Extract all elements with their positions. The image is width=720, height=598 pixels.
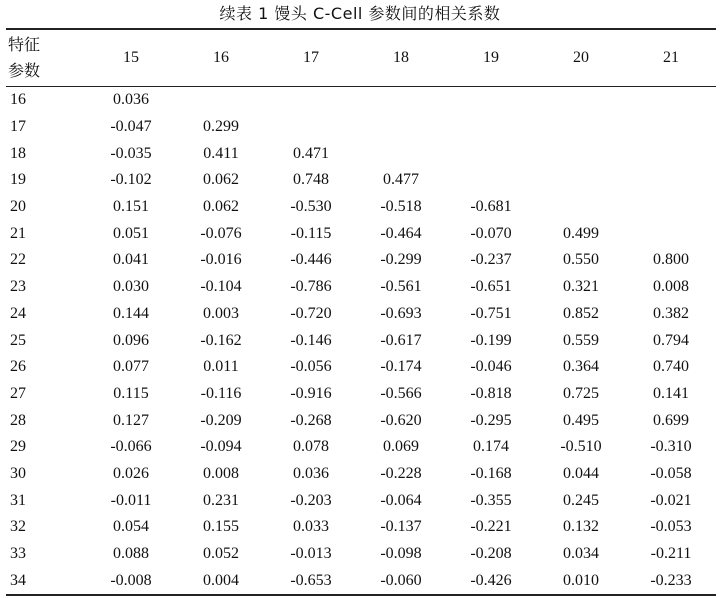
table-cell: [446, 87, 536, 114]
table-cell: -0.011: [110, 491, 152, 509]
table-cell: [536, 140, 626, 167]
corner-label-line1: 特征: [8, 35, 41, 54]
table-cell: -0.446: [290, 251, 332, 269]
table-cell: -0.058: [650, 464, 692, 482]
table-cell: -0.651: [470, 278, 512, 296]
table-cell: -0.355: [470, 491, 512, 509]
table-cell: -0.064: [380, 491, 422, 509]
table-cell: 0.550: [563, 251, 599, 269]
table-cell: -0.299: [380, 251, 422, 269]
table-cell: [446, 167, 536, 194]
table-cell: -0.008: [110, 571, 152, 589]
table-cell: 0.051: [113, 224, 149, 242]
table-cell: 0.115: [113, 384, 149, 402]
column-header: 16: [213, 49, 229, 66]
table-cell: -0.681: [470, 198, 512, 216]
table-caption: 续表 1 馒头 C-Cell 参数间的相关系数: [219, 4, 501, 23]
table-cell: 0.041: [113, 251, 149, 269]
table-cell: 0.034: [563, 545, 599, 563]
table-cell: 0.062: [203, 198, 239, 216]
table-cell: [356, 140, 446, 167]
column-header: 15: [123, 49, 139, 66]
table-header: [6, 29, 716, 87]
table-cell: 0.151: [113, 198, 149, 216]
table-row: [6, 407, 716, 434]
table-body: [6, 87, 716, 596]
table-cell: 0.036: [113, 91, 149, 109]
row-label: 29: [10, 438, 26, 456]
table-cell: -0.268: [290, 411, 332, 429]
table-cell: -0.617: [380, 331, 422, 349]
table-cell: -0.076: [200, 224, 242, 242]
table-cell: -0.060: [380, 571, 422, 589]
table-cell: 0.155: [203, 518, 239, 536]
table-row: [6, 434, 716, 461]
table-cell: [446, 114, 536, 141]
table-cell: 0.364: [563, 358, 599, 376]
table-cell: 0.052: [203, 545, 239, 563]
table-cell: [626, 140, 716, 167]
table-cell: -0.056: [290, 358, 332, 376]
table-cell: 0.471: [293, 144, 329, 162]
table-row: [6, 487, 716, 514]
table-cell: 0.321: [563, 278, 599, 296]
table-cell: 0.382: [653, 304, 689, 322]
table-cell: 0.174: [473, 438, 509, 456]
table-cell: -0.916: [290, 384, 332, 402]
table-row: [6, 567, 716, 595]
table-cell: -0.818: [470, 384, 512, 402]
table-cell: -0.162: [200, 331, 242, 349]
table-cell: -0.464: [380, 224, 422, 242]
table-cell: 0.077: [113, 358, 149, 376]
table-cell: 0.008: [203, 464, 239, 482]
table-cell: -0.233: [650, 571, 692, 589]
table-cell: 0.499: [563, 224, 599, 242]
table-cell: -0.693: [380, 304, 422, 322]
table-cell: -0.070: [470, 224, 512, 242]
table-cell: [266, 87, 356, 114]
table-cell: [536, 167, 626, 194]
table-cell: 0.141: [653, 384, 689, 402]
row-label: 16: [10, 91, 26, 109]
table-row: [6, 514, 716, 541]
table-cell: -0.510: [560, 438, 602, 456]
table-cell: 0.096: [113, 331, 149, 349]
table-cell: [356, 114, 446, 141]
row-label: 31: [10, 491, 26, 509]
table-cell: 0.699: [653, 411, 689, 429]
table-cell: 0.004: [203, 571, 239, 589]
table-cell: 0.794: [653, 331, 689, 349]
table-cell: 0.010: [563, 571, 599, 589]
table-row: [6, 461, 716, 488]
table-cell: -0.426: [470, 571, 512, 589]
correlation-table: [6, 28, 716, 596]
row-label: 22: [10, 251, 26, 269]
table-cell: -0.786: [290, 278, 332, 296]
corner-label: [6, 29, 86, 87]
table-cell: [536, 114, 626, 141]
table-cell: -0.016: [200, 251, 242, 269]
row-label: 28: [10, 411, 26, 429]
table-cell: [176, 87, 266, 114]
table-cell: 0.088: [113, 545, 149, 563]
table-row: [6, 381, 716, 408]
table-row: [6, 194, 716, 221]
header-row: [6, 29, 716, 87]
table-row: [6, 87, 716, 114]
table-cell: -0.221: [470, 518, 512, 536]
table-cell: -0.137: [380, 518, 422, 536]
table-cell: -0.209: [200, 411, 242, 429]
table-cell: 0.062: [203, 171, 239, 189]
row-label: 24: [10, 304, 26, 322]
table-cell: 0.299: [203, 118, 239, 136]
table-cell: [446, 140, 536, 167]
table-cell: 0.078: [293, 438, 329, 456]
table-cell: -0.021: [650, 491, 692, 509]
table-cell: -0.168: [470, 464, 512, 482]
table-cell: -0.566: [380, 384, 422, 402]
table-cell: -0.046: [470, 358, 512, 376]
table-cell: 0.069: [383, 438, 419, 456]
table-row: [6, 247, 716, 274]
row-label: 18: [10, 144, 26, 162]
column-header: 20: [573, 49, 589, 66]
table-row: [6, 114, 716, 141]
table-row: [6, 354, 716, 381]
table-cell: -0.620: [380, 411, 422, 429]
table-cell: 0.725: [563, 384, 599, 402]
table-cell: 0.231: [203, 491, 239, 509]
table-cell: -0.720: [290, 304, 332, 322]
table-cell: -0.104: [200, 278, 242, 296]
table-cell: -0.094: [200, 438, 242, 456]
row-label: 32: [10, 518, 26, 536]
table-cell: 0.559: [563, 331, 599, 349]
row-label: 17: [10, 118, 26, 136]
table-cell: [266, 114, 356, 141]
table-cell: -0.146: [290, 331, 332, 349]
row-label: 30: [10, 464, 26, 482]
table-cell: -0.053: [650, 518, 692, 536]
column-header: 19: [483, 49, 499, 66]
table-row: [6, 301, 716, 328]
table-cell: 0.044: [563, 464, 599, 482]
table-cell: -0.561: [380, 278, 422, 296]
table-cell: 0.026: [113, 464, 149, 482]
corner-label-line2: 参数: [8, 61, 41, 80]
table-cell: [356, 87, 446, 114]
table-row: [6, 541, 716, 568]
table-cell: -0.653: [290, 571, 332, 589]
table-cell: 0.003: [203, 304, 239, 322]
table-cell: [536, 194, 626, 221]
table-cell: -0.530: [290, 198, 332, 216]
table-cell: -0.102: [110, 171, 152, 189]
table-cell: 0.054: [113, 518, 149, 536]
table-cell: 0.144: [113, 304, 149, 322]
table-cell: [626, 87, 716, 114]
table-cell: -0.199: [470, 331, 512, 349]
row-label: 26: [10, 358, 26, 376]
table-cell: -0.295: [470, 411, 512, 429]
row-label: 27: [10, 384, 26, 402]
column-header: 17: [303, 49, 319, 66]
table-cell: -0.174: [380, 358, 422, 376]
table-cell: -0.035: [110, 144, 152, 162]
table-cell: 0.411: [203, 144, 239, 162]
table-cell: 0.008: [653, 278, 689, 296]
table-row: [6, 274, 716, 301]
table-cell: 0.030: [113, 278, 149, 296]
table-cell: 0.477: [383, 171, 419, 189]
table-cell: -0.203: [290, 491, 332, 509]
table-cell: [626, 167, 716, 194]
row-label: 19: [10, 171, 26, 189]
table-cell: -0.237: [470, 251, 512, 269]
table-cell: 0.245: [563, 491, 599, 509]
row-label: 21: [10, 224, 26, 242]
column-header: 18: [393, 49, 409, 66]
table-cell: 0.800: [653, 251, 689, 269]
row-label: 34: [10, 571, 26, 589]
table-cell: -0.116: [200, 384, 242, 402]
table-cell: 0.011: [203, 358, 239, 376]
table-cell: -0.751: [470, 304, 512, 322]
table-cell: -0.115: [290, 224, 332, 242]
table-cell: [626, 194, 716, 221]
table-cell: 0.127: [113, 411, 149, 429]
table-cell: -0.208: [470, 545, 512, 563]
table-cell: [536, 87, 626, 114]
table-cell: 0.740: [653, 358, 689, 376]
table-cell: -0.066: [110, 438, 152, 456]
table-cell: 0.852: [563, 304, 599, 322]
table-cell: 0.748: [293, 171, 329, 189]
table-cell: -0.013: [290, 545, 332, 563]
table-cell: [626, 114, 716, 141]
row-label: 33: [10, 545, 26, 563]
table-row: [6, 140, 716, 167]
column-header: 21: [663, 49, 679, 66]
table-cell: 0.132: [563, 518, 599, 536]
table-row: [6, 167, 716, 194]
table-cell: -0.310: [650, 438, 692, 456]
table-cell: -0.047: [110, 118, 152, 136]
table-row: [6, 220, 716, 247]
row-label: 25: [10, 331, 26, 349]
table-row: [6, 327, 716, 354]
row-label: 20: [10, 198, 26, 216]
table-cell: 0.495: [563, 411, 599, 429]
table-cell: 0.036: [293, 464, 329, 482]
table-cell: -0.228: [380, 464, 422, 482]
table-cell: [626, 220, 716, 247]
table-cell: -0.211: [650, 545, 692, 563]
table-cell: -0.098: [380, 545, 422, 563]
table-cell: 0.033: [293, 518, 329, 536]
row-label: 23: [10, 278, 26, 296]
table-cell: -0.518: [380, 198, 422, 216]
